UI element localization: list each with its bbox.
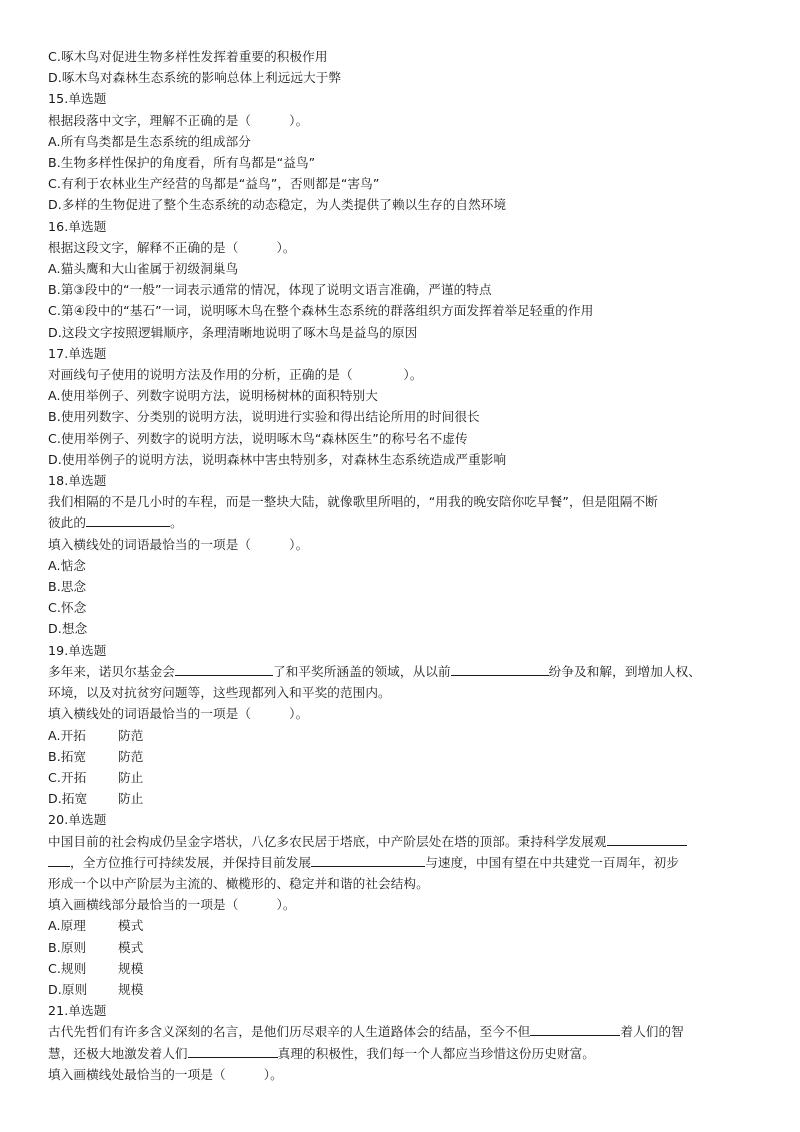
q21-passage-line-1: [48, 1021, 740, 1042]
q20-stem: 填入画横线部分最恰当的一项是（ ）。: [48, 897, 296, 913]
q21-header: 21.单选题: [48, 1003, 107, 1019]
q19-blank-1: [175, 661, 273, 676]
q21-blank-2: [188, 1043, 278, 1058]
q15-option-c[interactable]: C.有利于农林业生产经营的鸟都是“益鸟”，否则都是“害鸟”: [48, 176, 380, 192]
q19-passage-line-1: [48, 661, 740, 682]
q20-passage-line-1: [48, 831, 740, 852]
q15-header: 15.单选题: [48, 91, 107, 107]
q19-option-b-word-1: B.拓宽: [48, 748, 87, 764]
q20-blank-2: [311, 852, 425, 867]
q17-header: 17.单选题: [48, 345, 107, 361]
q20-line-1-text: 中国目前的社会构成仍呈金字塔状，八亿多农民居于塔底，中产阶层处在塔的顶部。秉持科学发展观: [48, 833, 607, 849]
q21-passage-line-2: [48, 1043, 740, 1064]
q20-option-c-word-2: 规模: [118, 960, 144, 976]
q21-line-2-pre: 慧，还极大地激发着人们: [48, 1045, 188, 1061]
q19-option-d[interactable]: [48, 788, 740, 809]
q20-option-d-word-1: D.原则: [48, 981, 88, 997]
q19-option-b[interactable]: [48, 746, 740, 767]
q17-option-a[interactable]: A.使用举例子、列数字说明方法，说明杨树林的面积特别大: [48, 388, 378, 404]
q19-blank-2: [451, 661, 549, 676]
q18-option-d[interactable]: D.想念: [48, 621, 88, 637]
q19-stem: 填入横线处的词语最恰当的一项是（ ）。: [48, 706, 309, 722]
q17-option-c[interactable]: C.使用举例子、列数字的说明方法，说明啄木鸟“森林医生”的称号名不虚传: [48, 430, 468, 446]
q20-option-a-word-2: 模式: [118, 918, 144, 934]
q17-option-d[interactable]: D.使用举例子的说明方法，说明森林中害虫特别多，对森林生态系统造成严重影响: [48, 451, 507, 467]
q16-header: 16.单选题: [48, 218, 107, 234]
q18-header: 18.单选题: [48, 473, 107, 489]
q20-line-2-post: 与速度，中国有望在中共建党一百周年，初步: [425, 854, 680, 870]
q16-option-a[interactable]: A.猫头鹰和大山雀属于初级洞巢鸟: [48, 261, 239, 277]
q17-stem: 对画线句子使用的说明方法及作用的分析，正确的是（ ）。: [48, 367, 423, 383]
q19-passage-line-2: 环境，以及对抗贫穷问题等，这些现都列入和平奖的范围内。: [48, 685, 391, 701]
q18-option-a[interactable]: A.惦念: [48, 557, 86, 573]
q14-option-d: D.啄木鸟对森林生态系统的影响总体上利远远大于弊: [48, 70, 342, 86]
q21-line-1-pre: 古代先哲们有许多含义深刻的名言，是他们历尽艰辛的人生道路体会的结晶，至今不但: [48, 1024, 531, 1040]
q19-option-c-word-2: 防止: [118, 769, 144, 785]
q18-passage-post: 。: [170, 515, 183, 531]
q16-option-c[interactable]: C.第④段中的“基石”一词，说明啄木鸟在整个森林生态系统的群落组织方面发挥着举足轻重的作用: [48, 303, 594, 319]
q17-option-b[interactable]: B.使用列数字、分类别的说明方法，说明进行实验和得出结论所用的时间很长: [48, 409, 480, 425]
q20-option-c-word-1: C.规则: [48, 960, 87, 976]
q19-option-c[interactable]: [48, 767, 740, 788]
q21-stem: 填入画横线处最恰当的一项是（ ）。: [48, 1066, 283, 1082]
q19-header: 19.单选题: [48, 642, 107, 658]
q21-line-1-post: 着人们的智: [620, 1024, 684, 1040]
q18-option-c[interactable]: C.怀念: [48, 600, 87, 616]
q18-passage-line-2: [48, 512, 740, 533]
q15-option-a[interactable]: A.所有鸟类都是生态系统的组成部分: [48, 133, 252, 149]
q20-option-b-word-2: 模式: [118, 939, 144, 955]
q16-option-d[interactable]: D.这段文字按照逻辑顺序，条理清晰地说明了啄木鸟是益鸟的原因: [48, 324, 418, 340]
q20-option-b[interactable]: [48, 937, 740, 958]
q15-stem: 根据段落中文字，理解不正确的是（ ）。: [48, 112, 309, 128]
q19-option-c-word-1: C.开拓: [48, 769, 87, 785]
q19-option-a-word-1: A.开拓: [48, 727, 86, 743]
q15-option-b[interactable]: B.生物多样性保护的角度看，所有鸟都是“益鸟”: [48, 155, 316, 171]
q19-option-b-word-2: 防范: [118, 748, 144, 764]
q19-seg-2: 了和平奖所涵盖的领域，从以前: [272, 663, 451, 679]
q19-option-d-word-2: 防止: [118, 791, 144, 807]
q21-blank-1: [530, 1021, 620, 1036]
q20-line-2-pre: ，全方位推行可持续发展，并保持目前发展: [70, 854, 312, 870]
q20-option-d-word-2: 规模: [118, 981, 144, 997]
q16-option-b[interactable]: B.第③段中的“一般”一词表示通常的情况，体现了说明文语言准确，严谨的特点: [48, 282, 492, 298]
q18-option-b[interactable]: B.思念: [48, 579, 87, 595]
q19-seg-3: 纷争及和解，到增加人权、: [548, 663, 701, 679]
q20-passage-line-3: 形成一个以中产阶层为主流的、橄榄形的、稳定并和谐的社会结构。: [48, 875, 429, 891]
q20-option-d[interactable]: [48, 979, 740, 1000]
q18-blank: [86, 512, 170, 527]
q18-passage-pre: 彼此的: [48, 515, 87, 531]
q20-option-b-word-1: B.原则: [48, 939, 87, 955]
q20-header: 20.单选题: [48, 812, 107, 828]
q19-option-d-word-1: D.拓宽: [48, 791, 88, 807]
q18-passage-line-1: 我们相隔的不是几小时的车程，而是一整块大陆，就像歌里所唱的，“用我的晚安陪你吃早餐”，但是阻隔不断: [48, 494, 658, 510]
q20-option-c[interactable]: [48, 958, 740, 979]
q16-stem: 根据这段文字，解释不正确的是（ ）。: [48, 239, 296, 255]
q19-seg-1: 多年来，诺贝尔基金会: [48, 663, 175, 679]
q19-option-a-word-2: 防范: [118, 727, 144, 743]
q21-line-2-post: 真理的积极性，我们每一个人都应当珍惜这份历史财富。: [277, 1045, 595, 1061]
q20-blank-1b: [48, 852, 70, 867]
q20-passage-line-2: [48, 852, 740, 873]
q15-option-d[interactable]: D.多样的生物促进了整个生态系统的动态稳定，为人类提供了赖以生存的自然环境: [48, 197, 507, 213]
q14-option-c: C.啄木鸟对促进生物多样性发挥着重要的积极作用: [48, 49, 328, 64]
q18-stem: 填入横线处的词语最恰当的一项是（ ）。: [48, 536, 309, 552]
q20-blank-1a: [607, 831, 687, 846]
q19-option-a[interactable]: [48, 725, 740, 746]
q20-option-a[interactable]: [48, 915, 740, 936]
q20-option-a-word-1: A.原理: [48, 918, 86, 934]
